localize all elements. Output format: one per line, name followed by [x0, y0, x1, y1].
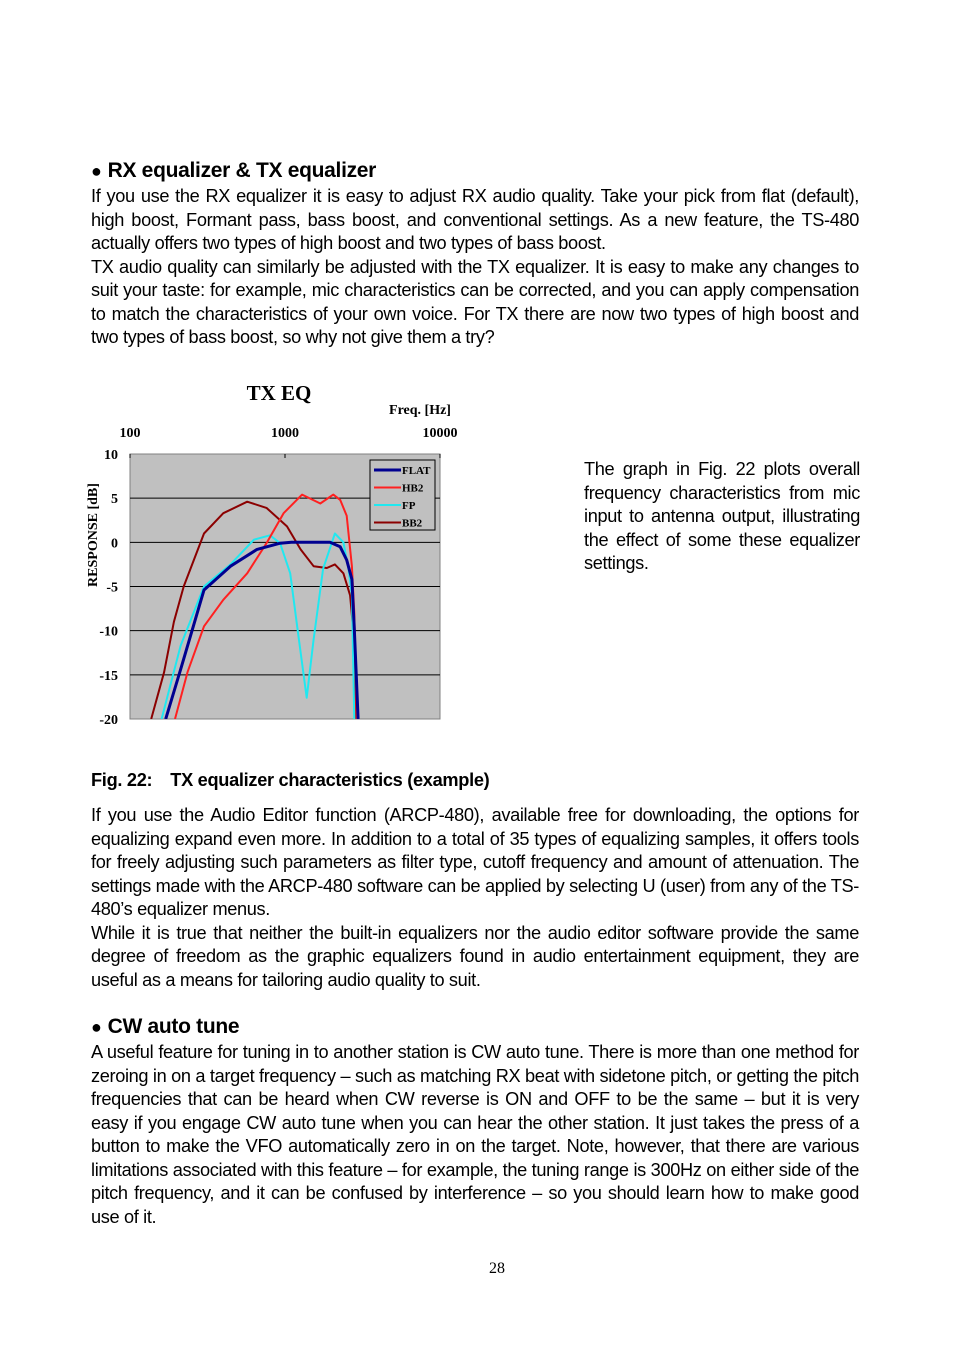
y-tick-label: -15	[99, 668, 118, 684]
x-axis-label: Freq. [Hz]	[389, 403, 451, 418]
y-tick-label: 5	[111, 492, 118, 508]
paragraph: While it is true that neither the built-in equalizers nor the audio editor software provide the same degree of freedom as the graphic equalizers found in audio entertainment equipment, they are useful as a means for tailoring audio quality to suit.	[91, 922, 859, 990]
y-tick-label: -10	[99, 624, 118, 640]
figure-caption: Fig. 22: TX equalizer characteristics (example)	[91, 770, 490, 790]
legend-label: BB2	[402, 517, 423, 530]
x-tick-label: 10000	[422, 426, 458, 441]
section-heading-cw-auto-tune: ● CW auto tune	[91, 1015, 240, 1038]
bullet-icon: ●	[91, 1017, 102, 1037]
paragraph: If you use the Audio Editor function (ARCP-480), available free for downloading, the options for equalizing expand even more. In addition to a total of 35 types of equalizing samples, it offers tools for freely adjusting such parameters as filter type, cutoff frequency and amount of attenuation. The settings made with the ARCP-480 software can be applied by selecting U (user) from any of the TS-480’s equalizer menus.	[91, 805, 859, 919]
legend-label: FP	[402, 500, 416, 512]
x-tick-label: 100	[119, 426, 141, 441]
y-axis-label: RESPONSE [dB]	[86, 483, 101, 587]
legend-label: HB2	[402, 482, 424, 495]
y-tick-label: -5	[106, 580, 118, 596]
bullet-icon: ●	[91, 161, 102, 181]
section-heading-equalizer: ● RX equalizer & TX equalizer	[91, 159, 377, 182]
cw-auto-tune-text	[91, 1041, 859, 1229]
audio-editor-text	[91, 804, 859, 992]
figure-description: The graph in Fig. 22 plots overall frequency characteristics from mic input to antenna output, illustrating the effect of some these equalizer settings.	[584, 459, 860, 573]
chart-title: TX EQ	[246, 381, 312, 405]
page-number: 28	[489, 1260, 505, 1277]
y-tick-label: -20	[99, 713, 118, 728]
legend-label: FLAT	[402, 465, 431, 477]
y-tick-label: 10	[104, 448, 118, 463]
paragraph: If you use the RX equalizer it is easy to adjust RX audio quality. Take your pick from flat (default), high boost, Formant pass, bass boost, and conventional settings. As a new feature, the TS-480 actually offers two types of high boost and two types of bass boost.	[91, 186, 859, 253]
y-tick-label: 0	[111, 536, 118, 552]
x-tick-label: 1000	[271, 426, 299, 441]
paragraph: A useful feature for tuning in to another station is CW auto tune. There is more than one method for zeroing in on a target frequency – such as matching RX beat with sidetone pitch, or getting the pitch frequencies that can be heard when CW reverse is ON and OFF to be the same – but it is very easy if you engage CW auto tune when you can hear the other station. It just takes the press of a button to make the VFO automatically zero in on the target. Note, however, that there are various limitations associated with this feature – for example, the tuning range is 300Hz on either side of the pitch frequency, and it can be confused by interference – so you should learn how to make good use of it.	[91, 1042, 859, 1227]
paragraph: TX audio quality can similarly be adjusted with the TX equalizer. It is easy to make any changes to suit your taste: for example, mic characteristics can be corrected, and you can apply compensation to match the characteristics of your own voice. For TX there are now two types of high boost and two types of bass boost, so why not give them a try?	[91, 256, 859, 347]
